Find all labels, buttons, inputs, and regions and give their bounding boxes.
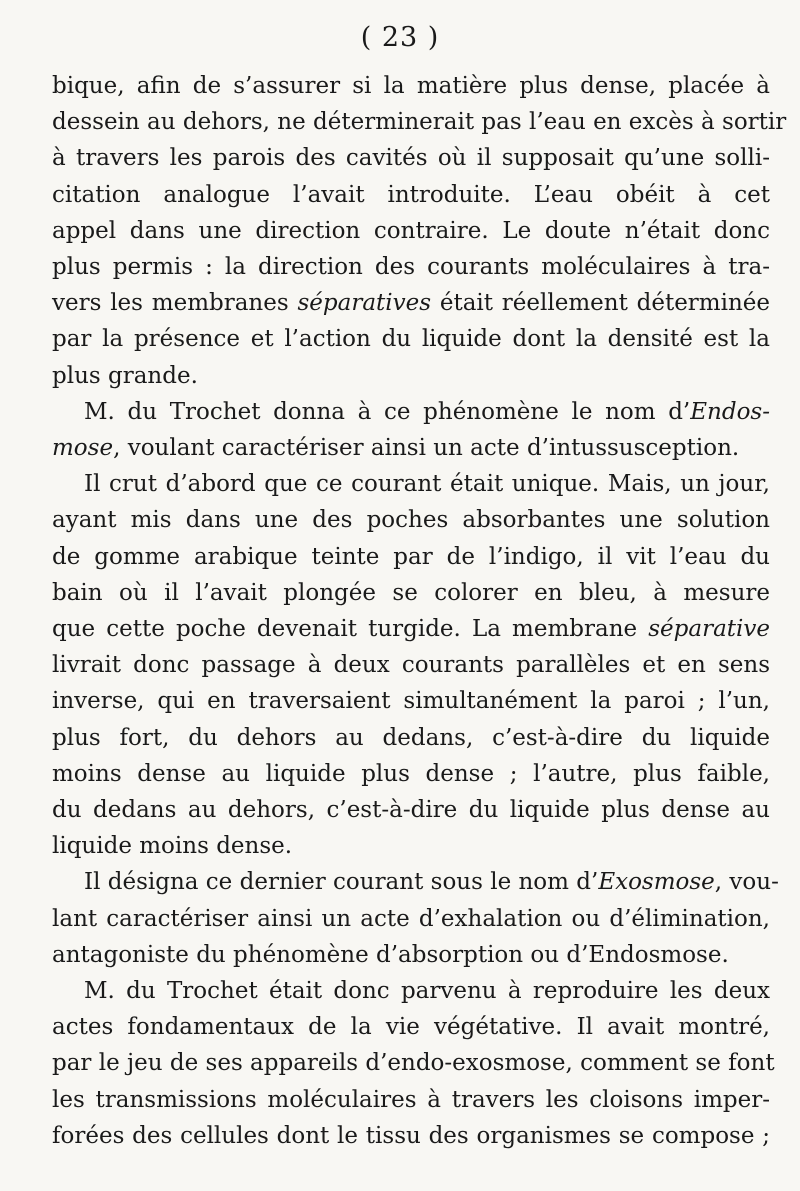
text-line: M. du Trochet était donc parvenu à reproduire les deux — [84, 978, 770, 1004]
text-line: moins dense au liquide plus dense ; l’autre, plus faible, — [52, 760, 770, 787]
text-line: plus permis : la direction des courants moléculaires à tra- — [52, 254, 770, 280]
text-line: par la présence et l’action du liquide dont la densité est la — [52, 326, 770, 353]
text-line: citation analogue l’avait introduite. L’eau obéit à cet — [52, 181, 770, 208]
text-line: plus grande. — [52, 362, 198, 389]
text-line: Il crut d’abord que ce courant était unique. Mais, un jour, — [84, 471, 770, 498]
text-line: bain où il l’avait plongée se colorer en bleu, à mesure — [52, 579, 770, 606]
text-line: ayant mis dans une des poches absorbantes une solution — [52, 507, 770, 534]
page-number: ( 23 ) — [360, 22, 440, 53]
text-line: bique, afin de s’assurer si la matière plus dense, placée à — [52, 73, 770, 99]
text-line: par le jeu de ses appareils d’endo-exosmose, comment se font — [52, 1050, 775, 1077]
text-line: inverse, qui en traversaient simultanément la paroi ; l’un, — [52, 688, 770, 715]
text-line: à travers les parois des cavités où il supposait qu’une solli- — [52, 145, 770, 172]
text-line: M. du Trochet donna à ce phénomène le nom d’Endos- — [84, 398, 770, 425]
text-line: livrait donc passage à deux courants parallèles et en sens — [52, 652, 770, 679]
text-line: lant caractériser ainsi un acte d’exhalation ou d’élimination, — [52, 905, 770, 932]
text-line: du dedans au dehors, c’est-à-dire du liquide plus dense au — [52, 797, 770, 823]
text-line: appel dans une direction contraire. Le doute n’était donc — [52, 217, 770, 244]
text-line: liquide moins dense. — [52, 833, 293, 860]
text-line: mose, voulant caractériser ainsi un acte d’intussusception. — [52, 435, 740, 461]
text-line: que cette poche devenait turgide. La membrane séparative — [52, 616, 770, 642]
text-line: dessein au dehors, ne déterminerait pas l’eau en excès à sortir — [52, 109, 787, 136]
text-line: Il désigna ce dernier courant sous le nom d’Exosmose, vou- — [84, 869, 779, 896]
text-line: de gomme arabique teinte par de l’indigo, il vit l’eau du — [52, 543, 770, 570]
text-line: vers les membranes séparatives était réellement déterminée — [52, 290, 771, 317]
text-line: les transmissions moléculaires à travers les cloisons imper- — [52, 1086, 770, 1113]
text-line: plus fort, du dehors au dedans, c’est-à-dire du liquide — [52, 724, 770, 751]
text-line: actes fondamentaux de la vie végétative. Il avait montré, — [52, 1014, 770, 1041]
text-line: antagoniste du phénomène d’absorption ou d’Endosmose. — [52, 941, 729, 968]
text-line: forées des cellules dont le tissu des organismes se compose ; — [52, 1122, 770, 1149]
